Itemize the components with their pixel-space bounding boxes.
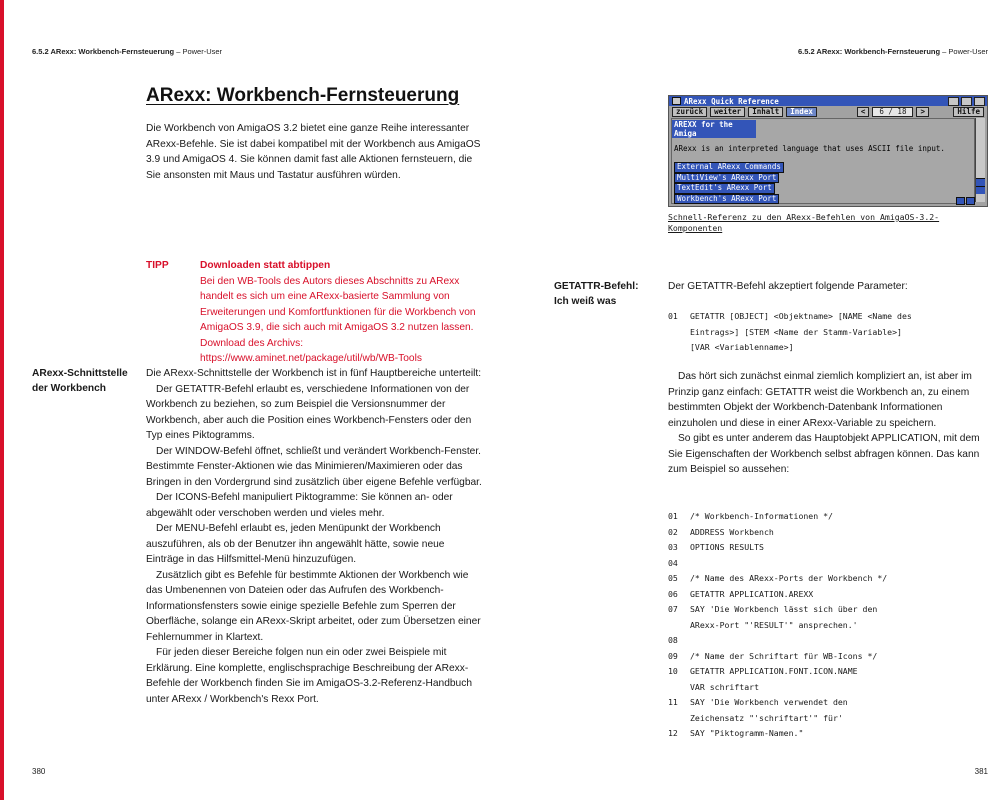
amiga-help-button[interactable]: Hilfe xyxy=(953,107,984,117)
amiga-link[interactable]: Workbench's ARexx Port xyxy=(674,194,779,205)
amiga-iconify-gadget-icon[interactable] xyxy=(948,97,959,106)
paragraph: So gibt es unter anderem das Hauptobjekt APPLICATION, mit dem Sie Eigenschaften der Workbench selbst abfragen können. Das kann zum Beispiel so aussehen: xyxy=(668,433,980,475)
paragraph: Der ICONS-Befehl manipuliert Piktogramme: Sie können an- oder abgewählt oder verschoben werden und vieles mehr. xyxy=(146,492,453,519)
code-line: GETATTR [OBJECT] <Objektname> [NAME <Name des xyxy=(690,311,912,321)
paragraph: Das hört sich zunächst einmal ziemlich kompliziert an, ist aber im Prinzip ganz einfach: GETATTR weist die Workbench an, zu einem bestimmten Objekt der Workbench-Datenbank Informationen einzuholen und diese in einer ARexx-Variable zu speichern. xyxy=(668,371,972,429)
amiga-depth-gadget-icon[interactable] xyxy=(974,97,985,106)
amiga-horizontal-scroll[interactable] xyxy=(956,197,975,205)
paragraph: Der MENU-Befehl erlaubt es, jeden Menüpunkt der Workbench auszuführen, als ob der Benutzer ihn angewählt hätte, sowie neue Einträge in das Hilfsmittel-Menü hinzuzufügen. xyxy=(146,523,445,565)
amiga-nav-bar xyxy=(669,106,987,117)
tip-heading: Downloaden statt abtippen xyxy=(200,260,331,271)
amiga-link[interactable]: External ARexx Commands xyxy=(674,162,784,173)
amiga-link[interactable]: TextEdit's ARexx Port xyxy=(674,183,775,194)
paragraph: Zusätzlich gibt es Befehle für bestimmte Aktionen der Workbench wie das Umbenennen von Dateien oder das Aufrufen des Workbench-Informationsfensters sowie einige spezielle Befehle zum Sperren der Oberfläche, solange ein ARexx-Skript arbeitet, oder zum Übersetzen einer Fehlernummer in Klartext. xyxy=(146,569,481,643)
amiga-prev-page-button[interactable]: < xyxy=(857,107,870,117)
page-number-right: 381 xyxy=(974,767,988,776)
section1-body xyxy=(146,366,482,707)
amiga-next-page-button[interactable]: > xyxy=(916,107,929,117)
amiga-page-indicator: 6 / 18 xyxy=(872,107,913,117)
paragraph: Der WINDOW-Befehl öffnet, schließt und verändert Workbench-Fenster. Bestimmte Fenster-Aktionen wie das Minimieren/Maximieren oder das Bringen in den Vordergrund sind zusätzlich über eigene Befehle verfügbar. xyxy=(146,445,482,488)
amiga-scroll-right-icon[interactable] xyxy=(966,197,975,205)
tip-text: Bei den WB-Tools des Autors dieses Abschnitts zu ARexx handelt es sich um eine ARexx-basierte Sammlung von Erweiterungen und Komfortfunktionen für die Workbench von AmigaOS 3.9, die sich auch mit AmigaOS 3.2 nutzen lassen. Download des Archivs: https://www.aminet.net/package/util/wb/WB-Tools xyxy=(200,275,476,364)
intro-paragraph: Die Workbench von AmigaOS 3.2 bietet eine ganze Reihe interessanter ARexx-Befehle. Sie ist dabei kompatibel mit der Workbench aus AmigaOS 3.9 und AmigaOS 4. Sie können damit fast alle Aktionen fernsteuern, die Sie ansonsten mit Maus und Tastatur ausführen würden. xyxy=(146,123,481,181)
amiga-index-button[interactable]: Index xyxy=(786,107,817,117)
amiga-back-button[interactable]: zurück xyxy=(672,107,707,117)
amiga-link[interactable]: MultiView's ARexx Port xyxy=(674,173,779,184)
sidebar-heading-getattr: GETATTR-Befehl: Ich weiß was xyxy=(554,281,639,307)
paragraph: Für jeden dieser Bereiche folgen nun ein oder zwei Beispiele mit Erklärung. Eine komplette, englischsprachige Beschreibung der ARexx-Befehle der Workbench finden Sie im AmigaOS-3.2-Referenz-Handbuch unter ARexx / Workbench's Rexx Port. xyxy=(146,647,472,705)
paragraph: Der GETATTR-Befehl erlaubt es, verschiedene Informationen von der Workbench zu beziehen, so zum Beispiel die Versionsnummer der Workbench, aber auch die Position eines Workbench-Fensters oder den Typ eines Piktogramms. xyxy=(146,383,472,441)
code-line: Eintrags>] [STEM <Name der Stamm-Variable>] xyxy=(690,326,902,337)
code-line: [VAR <Variablenname>] xyxy=(690,342,794,352)
section2-intro: Der GETATTR-Befehl akzeptiert folgende Parameter: xyxy=(668,281,908,292)
amiga-scroll-left-icon[interactable] xyxy=(956,197,965,205)
amiga-doc-text: ARexx is an interpreted language that uses ASCII file input. xyxy=(674,144,945,153)
sidebar-heading-arexx-interface: ARexx-Schnittstelle der Workbench xyxy=(32,368,128,394)
amiga-window-titlebar xyxy=(669,96,987,106)
red-margin-bar xyxy=(0,0,4,800)
figure-caption: Schnell-Referenz zu den ARexx-Befehlen von AmigaOS-3.2-Komponenten xyxy=(668,212,940,233)
code-block-syntax: 01 GETATTR [OBJECT] <Objektname> [NAME <Name des Eintrags>] [STEM <Name der Stamm-Variable>] [VAR <Variablenname>] xyxy=(668,309,912,356)
amiga-zoom-gadget-icon[interactable] xyxy=(961,97,972,106)
running-header-left: 6.5.2 ARexx: Workbench-Fernsteuerung – Power-User xyxy=(32,47,223,56)
amiga-contents-button[interactable]: Inhalt xyxy=(748,107,783,117)
running-header-right: 6.5.2 ARexx: Workbench-Fernsteuerung – Power-User xyxy=(797,47,988,56)
tip-label: TIPP xyxy=(146,260,169,271)
amiga-doc-heading: AREXX for the Amiga xyxy=(672,120,756,138)
page-title: ARexx: Workbench-Fernsteuerung xyxy=(146,85,460,106)
paragraph: Die ARexx-Schnittstelle der Workbench ist in fünf Hauptbereiche unterteilt: xyxy=(146,368,482,379)
page-number-left: 380 xyxy=(32,767,46,776)
amiga-vertical-scrollbar[interactable] xyxy=(975,118,985,202)
amiga-scroll-up-icon[interactable] xyxy=(976,178,985,186)
amiga-link-list xyxy=(672,162,974,204)
amiga-quick-reference-window xyxy=(668,95,988,207)
amiga-document-area xyxy=(671,118,975,204)
amiga-window-title: ARexx Quick Reference xyxy=(684,96,779,106)
amiga-forward-button[interactable]: weiter xyxy=(710,107,745,117)
section2-body xyxy=(668,369,988,478)
amiga-close-gadget-icon[interactable] xyxy=(672,97,681,105)
amiga-scroll-down-icon[interactable] xyxy=(976,186,985,194)
code-block-example: 01 /* Workbench-Informationen */ 02 ADDRESS Workbench 03 OPTIONS RESULTS 04 05 /* Name des ARexx-Ports der Workbench */ 06 GETATTR APPLICATION.AREXX 07 SAY 'Die Workbench lässt sich über den ARexx-Port "'RESULT'" ansprechen.' 08 09 /* Name der Schriftart für WB-Icons */ 10 GETATTR APPLICATION.FONT.ICON.NAME VAR schriftart 11 SAY 'Die Workbench verwendet den Zeichensatz "'schriftart'" für' 12 SAY "Piktogramm-Namen." xyxy=(668,511,888,738)
